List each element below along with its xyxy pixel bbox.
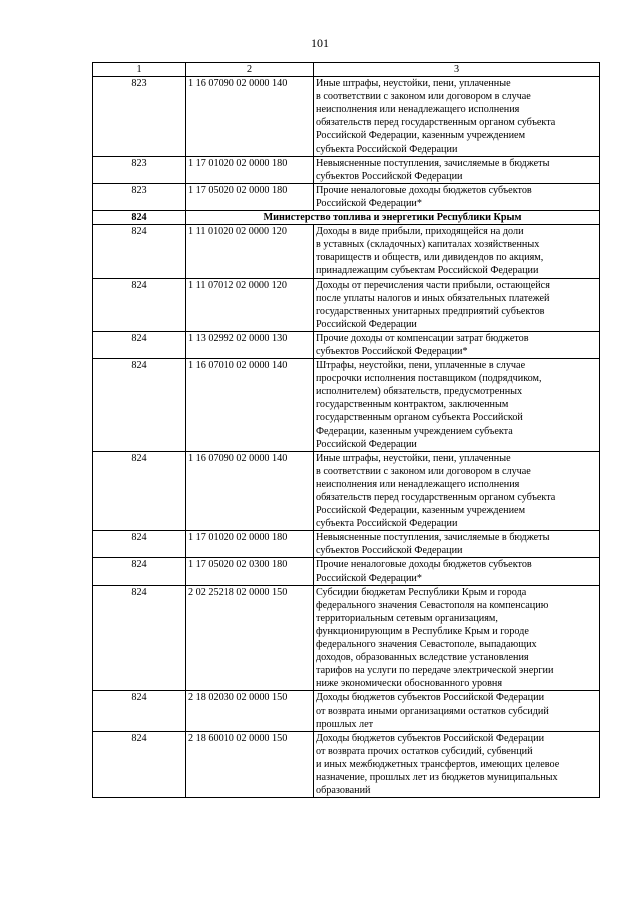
column-header-3: 3 [314,63,600,77]
revenue-name-line: субъекта Российской Федерации [316,143,458,155]
section-row [93,211,600,225]
table-row [93,731,600,797]
revenue-code-cell: 1 16 07010 02 0000 140 [186,359,314,452]
table-row [93,77,600,157]
section-title: Министерство топлива и энергетики Республики Крым [186,211,600,225]
revenue-name-line: Российской Федерации, казенным учреждением [316,130,526,142]
revenue-name-line: государственным контрактом, заключенным [316,399,509,411]
revenue-name-line: обязательств перед государственным органом субъекта [316,492,556,503]
revenue-code-cell: 1 17 01020 02 0000 180 [186,156,314,183]
revenue-name-line: Российской Федерации [316,318,417,330]
revenue-name-line: субъектов Российской Федерации [316,170,463,182]
revenue-name-line: Российской Федерации [316,438,417,450]
revenue-name-line: в соответствии с законом или договором в случае [316,465,531,477]
admin-code-cell: 823 [93,156,186,183]
revenue-name-line: Прочие неналоговые доходы бюджетов субъектов [316,559,532,571]
revenue-name-cell [314,156,600,183]
revenue-code-cell: 1 16 07090 02 0000 140 [186,451,314,531]
revenue-code-cell: 1 11 01020 02 0000 120 [186,225,314,278]
revenue-name-cell [314,585,600,691]
revenue-name-line: федерального значения Севастополе, выпадающих [316,639,537,651]
revenue-name-line: федерального значения Севастополя на компенсацию [316,599,549,611]
revenue-name-cell [314,451,600,531]
revenue-name-cell [314,531,600,558]
revenue-name-cell [314,183,600,210]
revenue-name-line: Доходы от перечисления части прибыли, остающейся [316,279,550,291]
revenue-name-line: Российской Федерации* [316,197,422,209]
revenue-name-line: назначение, прошлых лет из бюджетов муниципальных [316,771,558,783]
revenue-code-cell: 1 17 05020 02 0000 180 [186,183,314,210]
table-body [93,63,600,798]
revenue-name-line: Иные штрафы, неустойки, пени, уплаченные [316,78,511,90]
revenue-name-line: Российской Федерации, казенным учреждением [316,505,526,517]
revenue-code-cell: 1 11 07012 02 0000 120 [186,278,314,331]
revenue-code-cell: 2 18 60010 02 0000 150 [186,731,314,797]
revenue-name-line: Прочие неналоговые доходы бюджетов субъектов [316,184,532,196]
admin-code-cell: 824 [93,225,186,278]
revenue-name-line: государственным органом субъекта Российской [316,412,523,424]
revenue-name-line: Штрафы, неустойки, пени, уплаченные в случае [316,360,526,372]
revenue-name-line: Российской Федерации* [316,572,422,584]
revenue-name-line: просрочки исполнения поставщиком (подрядчиком, [316,373,542,385]
revenue-name-cell [314,278,600,331]
table-row [93,183,600,210]
revenue-name-line: в соответствии с законом или договором в случае [316,91,531,103]
revenue-name-line: Невыясненные поступления, зачисляемые в бюджеты [316,532,550,544]
revenue-code-cell: 1 17 05020 02 0300 180 [186,558,314,585]
revenue-name-line: субъектов Российской Федерации* [316,345,468,357]
revenue-name-line: образований [316,785,371,797]
admin-code-cell: 823 [93,183,186,210]
revenue-name-line: прошлых лет [316,718,374,730]
revenue-code-cell: 2 02 25218 02 0000 150 [186,585,314,691]
revenue-name-cell [314,731,600,797]
admin-code-cell: 824 [93,278,186,331]
revenue-name-cell [314,558,600,585]
table-row [93,691,600,731]
page-number: 101 [311,36,329,50]
revenue-name-line: тарифов на услуги по передаче электрической энергии [316,665,554,677]
revenue-name-line: Иные штрафы, неустойки, пени, уплаченные [316,452,511,464]
revenue-name-line: Доходы в виде прибыли, приходящейся на доли [316,226,524,238]
table-row [93,278,600,331]
revenue-code-cell: 1 13 02992 02 0000 130 [186,331,314,358]
admin-code-cell: 824 [93,558,186,585]
table-row [93,359,600,452]
column-header-1: 1 [93,63,186,77]
revenue-name-line: принадлежащим субъектам Российской Федерации [316,265,539,277]
column-header-2: 2 [186,63,314,77]
admin-code-cell: 824 [93,331,186,358]
revenue-name-line: неисполнения или ненадлежащего исполнения [316,104,520,116]
revenue-code-cell: 2 18 02030 02 0000 150 [186,691,314,731]
revenue-name-line: исполнителем) обязательств, предусмотренных [316,386,523,398]
table-header-row [93,63,600,77]
revenue-name-cell [314,359,600,452]
revenue-name-line: Прочие доходы от компенсации затрат бюджетов [316,332,529,344]
revenue-name-line: функционирующим в Республике Крым и городе [316,625,529,637]
revenue-name-line: и иных межбюджетных трансфертов, имеющих целевое [316,758,560,770]
revenue-code-cell: 1 16 07090 02 0000 140 [186,77,314,157]
revenue-name-cell [314,331,600,358]
table-row [93,451,600,531]
revenue-name-cell [314,691,600,731]
revenue-code-cell: 1 17 01020 02 0000 180 [186,531,314,558]
table-row [93,585,600,691]
admin-code-cell: 824 [93,451,186,531]
table-row [93,156,600,183]
revenue-name-line: товариществ и обществ, или дивидендов по акциям, [316,252,544,264]
revenue-name-line: государственных унитарных предприятий субъектов [316,305,545,317]
revenue-name-line: территориальным сетевым организациям, [316,612,498,624]
revenue-name-line: субъекта Российской Федерации [316,518,458,530]
revenue-name-line: Невыясненные поступления, зачисляемые в бюджеты [316,157,550,169]
table-row [93,225,600,278]
table-row [93,531,600,558]
revenue-name-cell [314,77,600,157]
revenue-name-line: от возврата прочих остатков субсидий, субвенций [316,745,533,757]
table-row [93,558,600,585]
revenue-name-line: доходов, образованных вследствие установления [316,652,529,664]
admin-code-cell: 824 [93,691,186,731]
revenue-codes-table [92,62,600,798]
revenue-name-line: ниже экономически обоснованного уровня [316,678,503,690]
revenue-name-line: Доходы бюджетов субъектов Российской Федерации [316,692,545,704]
revenue-name-line: в уставных (складочных) капиталах хозяйственных [316,239,540,251]
revenue-name-line: Субсидии бюджетам Республики Крым и города [316,586,527,598]
admin-code-cell: 823 [93,77,186,157]
admin-code-cell: 824 [93,531,186,558]
revenue-name-line: после уплаты налогов и иных обязательных платежей [316,292,550,304]
revenue-name-cell [314,225,600,278]
revenue-name-line: обязательств перед государственным органом субъекта [316,117,556,129]
admin-code-cell: 824 [93,585,186,691]
table-row [93,331,600,358]
revenue-name-line: Федерации, казенным учреждением субъекта [316,425,513,437]
admin-code-cell: 824 [93,211,186,225]
revenue-name-line: Доходы бюджетов субъектов Российской Федерации [316,732,545,744]
revenue-name-line: от возврата иными организациями остатков субсидий [316,705,549,717]
revenue-name-line: неисполнения или ненадлежащего исполнения [316,478,520,490]
admin-code-cell: 824 [93,731,186,797]
revenue-name-line: субъектов Российской Федерации [316,545,463,557]
admin-code-cell: 824 [93,359,186,452]
